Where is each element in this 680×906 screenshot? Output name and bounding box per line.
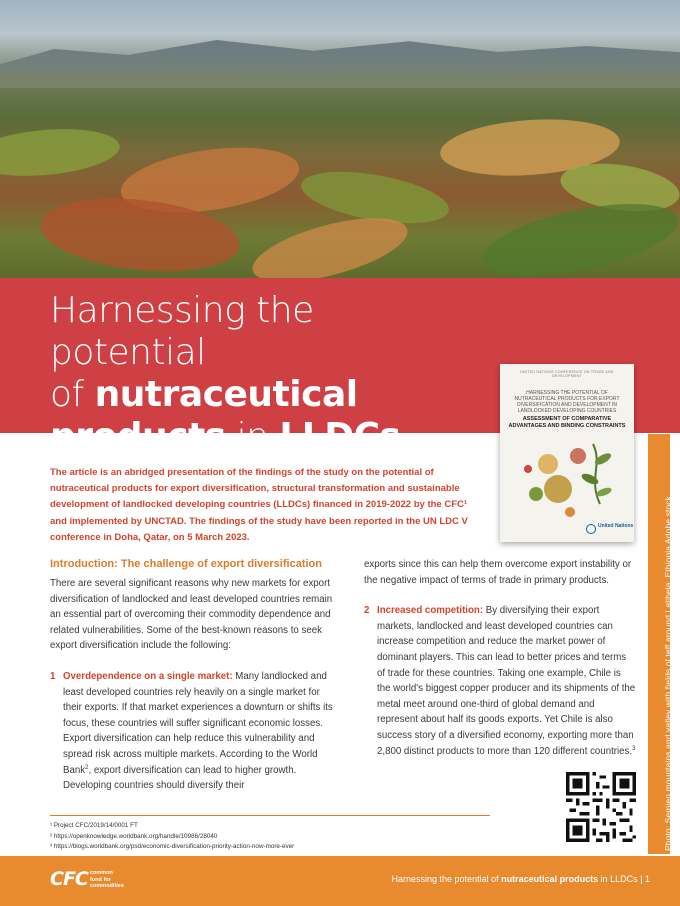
cover-subtitle: ASSESSMENT OF COMPARATIVE ADVANTAGES AND BINDING CONSTRAINTS xyxy=(508,416,626,429)
footnote-3[interactable]: ³ https://blogs.worldbank.org/psd/economic-diversification-priority-action-now-more-ever xyxy=(50,843,295,850)
running-footer: Harnessing the potential of nutraceutical products in LLDCs | 1 xyxy=(391,874,650,884)
list-item-label: Increased competition: xyxy=(377,605,484,617)
list-number: 2 xyxy=(364,605,370,617)
list-item xyxy=(364,603,636,759)
list-number: 1 xyxy=(50,670,56,682)
cfc-logo: CFC xyxy=(50,868,88,890)
footnote-divider xyxy=(50,815,490,816)
column-right xyxy=(364,557,636,759)
footer-bar xyxy=(0,856,680,906)
list-item-text-continued: , export diversification can lead to higher growth. Developing countries should diversify their xyxy=(63,764,297,792)
footnote-1: ¹ Project CFC/2019/14/0001 FT xyxy=(50,822,138,829)
photo-credit-strip xyxy=(648,434,673,854)
report-cover-thumbnail[interactable] xyxy=(500,364,634,542)
footnote-2[interactable]: ² https://openknowledge.worldbank.org/handle/10986/28040 xyxy=(50,832,218,840)
qr-code[interactable] xyxy=(566,772,636,842)
cover-un-label: United Nations xyxy=(598,523,634,529)
mountain-range xyxy=(0,28,680,88)
lead-paragraph: The article is an abridged presentation of the findings of the study on the potential of nutraceutical products for export diversification, structural transformation and sustainable development of landlocked developing countries (LLDCs) financed in 2019-2022 by the CFC¹ and implemented by UNCTAD. The findings of the study have been reported in the UN LDC V conference in Doha, Qatar, on 5 March 2023. xyxy=(50,467,468,543)
cover-illustration xyxy=(508,434,626,529)
photo-credit: Photo: Semien mountains and valley with fields of teff around Lalibela, Ethiopia Adobe stock xyxy=(663,496,673,851)
list-item xyxy=(50,669,340,794)
footnotes xyxy=(50,821,490,853)
continuation-paragraph: exports since this can help them overcome export instability or the negative impact of terms of trade in primary products. xyxy=(364,559,632,586)
page-title: Harnessing the potential of nutraceutical products in LLDCs xyxy=(50,290,401,457)
footnote-ref: 2 xyxy=(85,764,89,771)
cover-header: UNITED NATIONS CONFERENCE ON TRADE AND DEVELOPMENT xyxy=(520,370,614,378)
hero-photo xyxy=(0,0,680,280)
list-item-label: Overdependence on a single market: xyxy=(63,670,233,682)
cover-title: HARNESSING THE POTENTIAL OF NUTRACEUTICAL PRODUCTS FOR EXPORT DIVERSIFICATION AND DEVELOPMENT IN LANDLOCKED DEVELOPING COUNTRIES xyxy=(514,390,620,414)
section-heading: Introduction: The challenge of export diversification xyxy=(50,558,322,570)
un-emblem-icon xyxy=(586,524,596,534)
list-item-text: By diversifying their export markets, landlocked and least developed countries can increase competition and reduce the market power of dominant players. This can lead to better prices and terms of trade for these countries. Taking one example, Chile is the world's biggest copper producer and its shipments of the metal meet around one-third of global demand and represent about half its goods exports. Yet Chile is also success story of a diversified economy, exporting more than 2,800 distinct products to more than 120 different countries. xyxy=(377,605,636,757)
column-left xyxy=(50,576,340,794)
footnote-ref: 3 xyxy=(632,745,636,752)
cfc-logo-text: common fund for commodities xyxy=(90,870,124,889)
intro-paragraph: There are several significant reasons why new markets for export diversification of landlocked and least developed countries remain an essential part of overcoming their commodity dependence and related vulnerabilities. Some of the best-known reasons to seek export diversification include the following: xyxy=(50,578,333,652)
list-item-text: Many landlocked and least developed countries rely heavily on a single market for their exports. If that market experiences a downturn or shifts its focus, these countries will suffer significant economic losses. Export diversification can help reduce this vulnerability and spread risk across multiple markets. According to the World Bank xyxy=(63,670,333,776)
